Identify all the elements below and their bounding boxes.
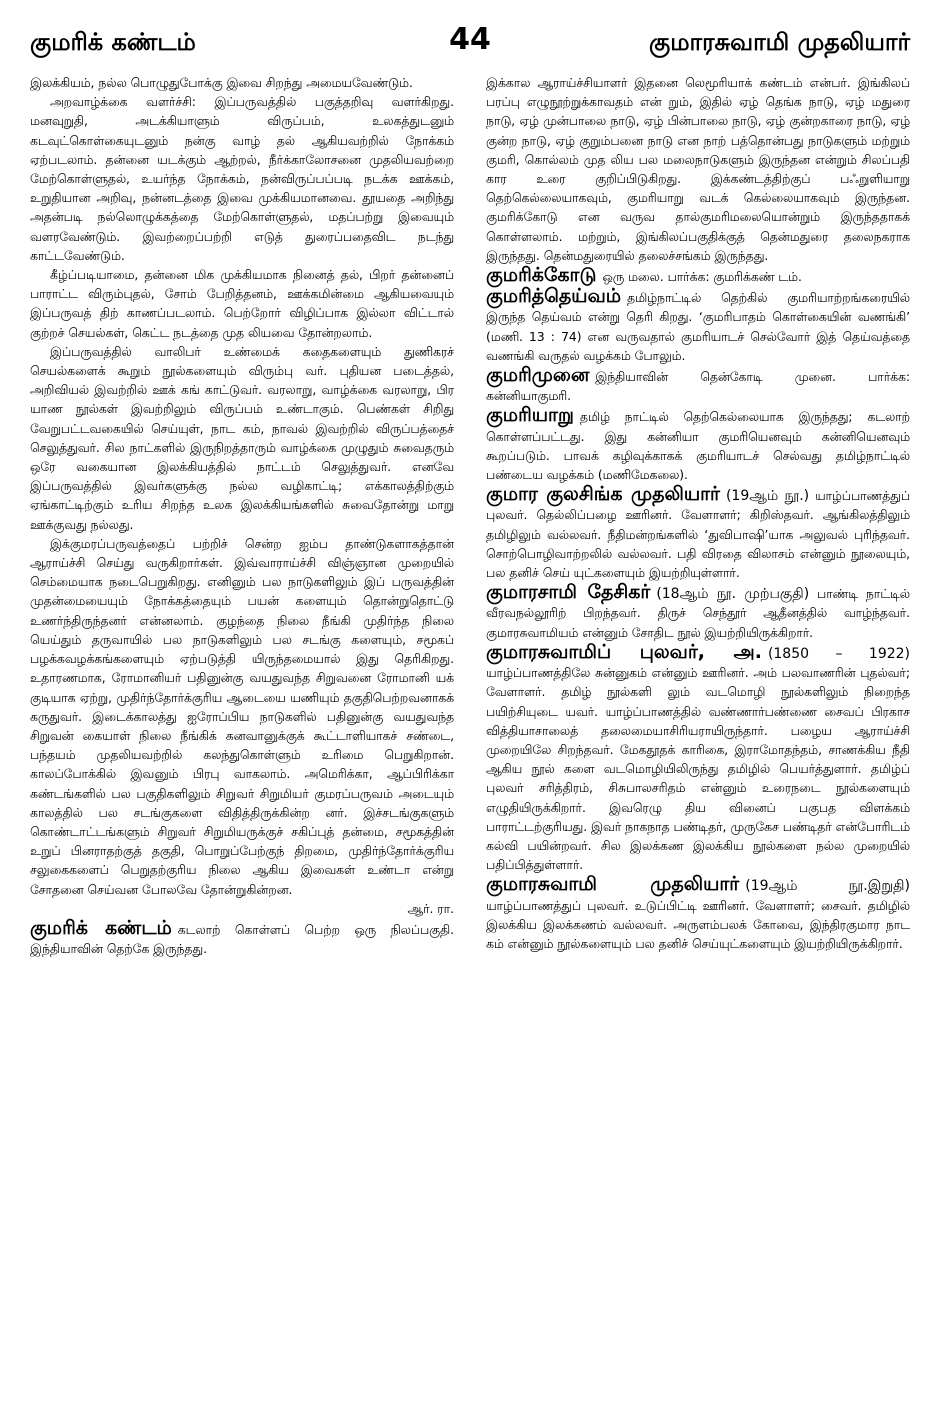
page-number: 44: [449, 22, 491, 57]
entry-date-note: (18ஆம் நூ. முற்பகுதி): [656, 586, 810, 603]
entry: [486, 485, 910, 583]
entry: [486, 640, 910, 875]
entry-text: ஒரு மலை. பார்க்க: குமரிக்கண் டம்.: [602, 270, 802, 285]
entry: [30, 916, 454, 959]
entry-text: யாழ்ப்பாணத்துப் புலவர். தெல்லிப்பழை ஊரினர். வேளாளர்; கிறிஸ்தவர். ஆங்கிலத்திலும் தமிழிலும் வல்லவர். நீதிமன்றங்களில் ‘துவிபாஷி’யாக அலுவல் புரிந்தவர். சொற்பொழிவாற்றலில் வல்லவர். பதி விரதை விலாசம் என்னும் நூலையும், பல தனிச் செய் யுட்களையும் இயற்றியுள்ளார்.: [486, 489, 910, 581]
left-column: [30, 74, 454, 1414]
paragraph: இலக்கியம், நல்ல பொழுதுபோக்கு இவை சிறந்து அமையவேண்டும்.: [30, 76, 413, 90]
entry: [486, 875, 910, 954]
entry-headword: குமாரசுவாமிப் புலவர், அ.: [486, 640, 762, 663]
entry-text: பாண்டி நாட்டில் வீரவநல்லூரிற் பிறந்தவர். திருச் செந்தூர் ஆதீனத்தில் வாழ்ந்தவர். குமாரசுவாமியம் என்னும் சோதிட நூல் இயற்றியிருக்கிறார்.: [486, 587, 910, 640]
entry-text: தமிழ் நாட்டில் தெற்கெல்லையாக இருந்தது; கடலாற் கொள்ளப்பட்டது. இது கன்னியா குமரியெனவும் கன்னியெனவும் கூறப்படும். பாவக் கழிவுக்காகக் குமரியாடச் செல்வது தமிழ்நாட்டில் பண்டைய வழக்கம் (மணிமேகலை).: [486, 410, 910, 483]
paragraph: இக்கால ஆராய்ச்சியாளர் இதனை லெமூரியாக் கண்டம் என்பர். இங்கிலப் பரப்பு எழுநூற்றுக்காவதம் என் றும், இதில் ஏழ் தெங்க நாடு, ஏழ் மதுரை நாடு, ஏழ் முன்பாலை நாடு, ஏழ் பின்பாலை நாடு, ஏழ் குன்றகாரை நாடு, ஏழ் குன்ற நாடு, ஏழ் குறும்பனை நாடு என நாற் பத்தொன்பது நாடுகளும் மற்றும் குமரி, கொல்லம் முத லிய பல மலைநாடுகளும் இருந்தன என்றும் சிலப்பதி கார உரை குறிப்பிடுகிறது. இக்கண்டத்திற்குப் பஃறுளியாறு தெற்கெல்லையாகவும், குமரியாறு வடக் கெல்லையாகவும் இருந்தன. குமரிக்கோடு என வருவ தால்குமரிமலையொன்றும் இருந்ததாகக் கொள்ளலாம். மற்றும், இங்கிலப்பகுதிக்குத் தென்மதுரை தலைநகராக இருந்தது. தென்மதுரையில் தலைச்சங்கம் இருந்தது.: [486, 76, 910, 263]
entry-date-note: (19ஆம் நூ.): [725, 488, 810, 505]
entry-text: யாழ்ப்பாணத்திலே சுன்னுகம் என்னும் ஊரினர். அம் பலவாணரின் புதல்வர்; வேளாளர். தமிழ் நூல்களி லும் வடமொழி நூல்களிலும் நிறைந்த பயிற்சியுடை யவர். யாழ்ப்பாணத்தில் வண்ணார்பண்ணை சைவப் பிரகாச வித்தியாசாலைத் தலைமையாசிரியராயிருந்தார். பழைய ஆராய்ச்சி முறையிலே சிறந்தவர். மேகதூதக் காரிகை, இராமோதந்தம், சாணக்கிய நீதி ஆகிய நூல் களை வடமொழியிலிருந்து தமிழில் பெயர்த்துளார். தமிழ்ப் புலவர் சரித்திரம், சிசுபாலசரிதம் என்னும் உரைநடை நூல்களையும் எழுதியிருக்கிறார். இவரெழு திய வினைப் பகுபத விளக்கம் பாராட்டற்குரியது. இவர் நாகநாத பண்டிதர், முருகேச பண்டிதர் என்போரிடம் கல்வி பயின்றவர். சில இலக்கண இலக்கிய நூல்களை நல்ல முறையில் பதிப்பித்துள்ளார்.: [486, 666, 910, 873]
paragraph: அறவாழ்க்கை வளர்ச்சி: இப்பருவத்தில் பகுத்தறிவு வளர்கிறது. மனவுறுதி, அடக்கியாளும் விருப்பம், உலகத்துடனும் கடவுட்கொள்கையுடனும் நன்கு வாழ் தல் ஆகியவற்றில் நோக்கம் ஏற்படலாம். தன்னை யடக்கும் ஆற்றல், நீர்க்காலோசனை முதலியவற்றை மேற்கொள்ளுதல், உயர்ந்த நோக்கம், நன்விருப்பப்படி நடக்க ஊக்கம், உறுதியான அறிவு, நன்னடத்தை இவை முக்கியமானவை. தூயதை அறிந்து அதன்படி நல்லொழுக்கத்தை மேற்கொள்ளுதல், மதப்பற்று இவையும் வளரவேண்டும். இவற்றைப்பற்றி எடுத் துரைப்பதைவிட நடந்து காட்டவேண்டும்.: [30, 95, 454, 263]
entry-headword: குமாரசுவாமி முதலியார்: [486, 873, 740, 896]
entry-headword: குமார குலசிங்க முதலியார்: [486, 483, 720, 506]
entry-headword: குமரிமுனை: [486, 364, 590, 387]
entry-text: இந்தியாவின் தென்கோடி முனை. பார்க்க: கன்னியாகுமரி.: [486, 370, 910, 404]
paragraph: இப்பருவத்தில் வாலிபர் உண்மைக் கதைகளையும் துணிகரச் செயல்களைக் கூறும் நூல்களையும் விரும்பு வர். புதியன படைத்தல், அறிவியல் இவற்றில் ஊக் கங் காட்டுவர். வரலாறு, வாழ்க்கை வரலாறு, பிர யாண நூல்கள் இவற்றிலும் விருப்பம் உண்டாகும். பெண்கள் சிறிது வேறுபட்டவகையில் செய்யுள், நாட கம், நாவல் இவற்றில் விருப்பத்தைச் செலுத்துவர். சில நாட்களில் இருநிறத்தாரும் வாழ்க்கை முழுதும் சுவைதரும் ஒரே வகையான இலக்கியத்தில் நாட்டம் செலுத்துவர். எனவே இப்பருவத்தில் இவர்களுக்கு நல்ல வழிகாட்டி; எக்காலத்திற்கும் ஏங்காட்டிற்கும் உரிய சிறந்த உலக இலக்கியங்களில் சுவைதோன்று மாறு ஊக்குவது நல்லது.: [30, 344, 454, 532]
right-column: [486, 74, 910, 1414]
entry-date-note: (19ஆம் நூ.இறுதி): [745, 878, 910, 895]
entry-date-note: (1850 – 1922): [767, 645, 910, 662]
author-signature: ஆர். ரா.: [407, 901, 454, 916]
entry: [486, 266, 910, 287]
header-right-guide-word: குமாரசுவாமி முதலியார்: [649, 28, 910, 56]
entry-text: கடலாற் கொள்ளப் பெற்ற ஒரு நிலப்பகுதி. இந்தியாவின் தெற்கே இருந்தது.: [30, 922, 454, 957]
entry-headword: குமரிக்கோடு: [486, 264, 597, 287]
entry-text: யாழ்ப்பாணத்துப் புலவர். உடுப்பிட்டி ஊரினர். வேளாளர்; சைவர். தமிழில் இலக்கிய இலக்கணம் வல்லவர். அருளம்பலக் கோவை, இந்திரகுமார நாட கம் என்னும் நூல்களையும் பல தனிச் செய்யுட்களையும் இயற்றியிருக்கிறார்.: [486, 898, 910, 951]
entry: [486, 287, 910, 366]
entry: [486, 366, 910, 406]
entry-headword: குமாரசாமி தேசிகர்: [486, 581, 651, 604]
paragraph: இக்குமரப்பருவத்தைப் பற்றிச் சென்ற ஐம்ப தாண்டுகளாகத்தான் ஆராய்ச்சி செய்து வருகிறார்கள். இவ்வாராய்ச்சி விஞ்ஞான முறையில் செம்மையாக நடைபெறுகிறது. எனினும் பல நாடுகளிலும் இப் பருவத்தின் முதன்மையையும் நோக்கத்தையும் பயன் களையும் தொன்றுதொட்டு உணர்ந்திருந்தனர் என்னலாம். குழந்தை நிலை நீங்கி முதிர்ந்த நிலை யெய்தும் தருவாயில் பல நாடுகளிலும் பல சடங்கு களையும், சமூகப் பழக்கவழக்கங்களையும் ஏற்படுத்தி யிருந்தமையால் இது தெரிகிறது. உதாரணமாக, ரோமானியர் பதினுன்கு வயதுவந்த சிறுவனை ரோமானி யக் குடியாக ஏற்று, முதிர்ந்தோர்க்குரிய ஆடையை யணியும் தகுதிபெற்றவனாகக் கருதுவர். இடைக்காலத்து ஐரோப்பிய நாடுகளில் பதினுன்கு வயதுவந்த சிறுவன் கையாள் நிலை நீங்கிக் கனவானுக்குக் கூட்டாளியாகச் சண்டை, பந்தயம் முதலியவற்றில் கலந்துகொள்ளும் உரிமை பெறுகிறான். காலப்போக்கில் இவனும் பிரபு வாகலாம். அமெரிக்கா, ஆப்பிரிக்கா கண்டங்களில் பல பகுதிகளிலும் சிறுவர் சிறுமியர் குமரப்பருவம் அடையும் காலத்தில் பல சடங்குகளை விதித்திருக்கின்ற னர். இச்சடங்குகளும் கொண்டாட்டங்களும் சிறுவர் சிறுமியருக்குச் சகிப்புத் தன்மை, சமூகத்தின் உறுப் பினராதற்குத் தகுதி, பொறுப்பேற்குந் திறமை, முதிர்ந்தோர்க்குரிய சலுகைகளைப் பெறுதற்குரிய நிலை ஆகிய இவைகள் உண்டா என்று சோதனை செய்வன போலவே தோன்றுகின்றன.: [30, 536, 454, 897]
page-header: [30, 18, 910, 64]
paragraph: கீழ்ப்படியாமை, தன்னை மிக முக்கியமாக நினைத் தல், பிறர் தன்னைப் பாராட்ட விரும்புதல், சோம் பேறித்தனம், ஊக்கமின்மை ஆகியவையும் இப்பருவத் திற் காணப்படலாம். பெற்றோர் விழிப்பாக இல்லா விட்டால் குற்றச் செயல்கள், கெட்ட நடத்தை முத லியவை தோன்றலாம்.: [30, 268, 454, 340]
entry-text: தமிழ்நாட்டில் தெற்கில் குமரியாற்றங்கரையில் இருந்த தெய்வம் என்று தெரி கிறது. ‘குமரிபாதம் கொள்கையின் வணங்கி’ (மணி. 13 : 74) என வருவதால் குமரியாடச் செல்வோர் இத் தெய்வத்தை வணங்கி வருதல் வழக்கம் போலும்.: [486, 291, 910, 363]
entry: [486, 583, 910, 643]
entry: [486, 406, 910, 485]
header-left-guide-word: குமரிக் கண்டம்: [30, 28, 196, 56]
entry-headword: குமரித்தெய்வம்: [486, 285, 622, 308]
entry-headword: குமரியாறு: [486, 404, 574, 427]
entry-headword: குமரிக் கண்டம்: [30, 916, 172, 939]
